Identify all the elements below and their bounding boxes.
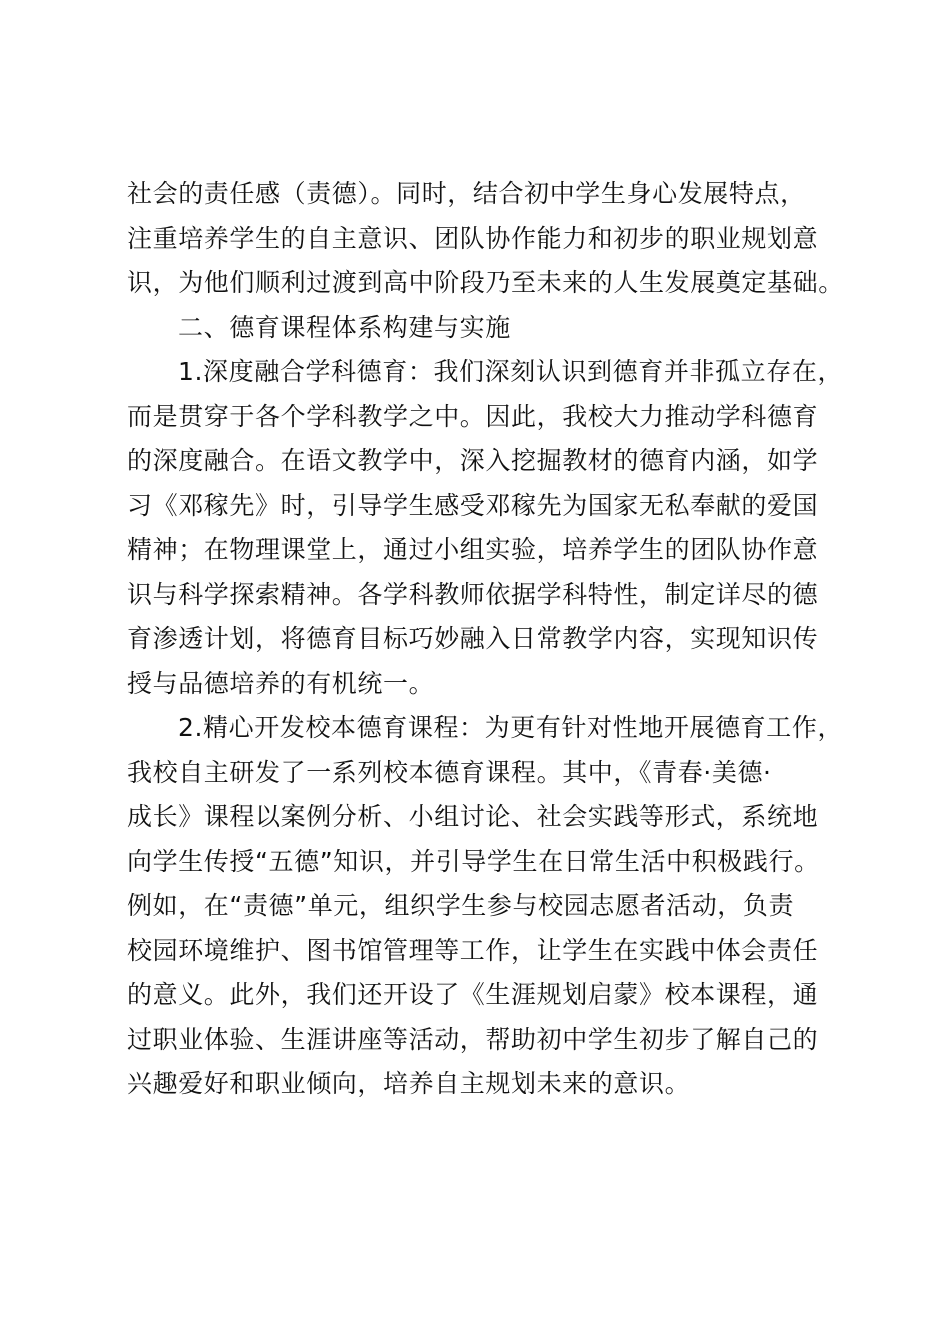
paragraph-first-line: 1.深度融合学科德育：我们深刻认识到德育并非孤立存在， (178, 357, 844, 386)
section-heading: 二、德育课程体系构建与实施 (178, 312, 511, 342)
body-line: 育渗透计划，将德育目标巧妙融入日常教学内容，实现知识传 (127, 624, 819, 653)
body-line: 校园环境维护、图书馆管理等工作，让学生在实践中体会责任 (127, 935, 819, 965)
body-line: 例如，在“责德”单元，组织学生参与校园志愿者活动，负责 (127, 891, 795, 920)
body-line: 注重培养学生的自主意识、团队协作能力和初步的职业规划意 (127, 223, 819, 253)
body-line: 识与科学探索精神。各学科教师依据学科特性，制定详尽的德 (127, 579, 819, 609)
body-line: 识，为他们顺利过渡到高中阶段乃至未来的人生发展奠定基础。 (127, 268, 844, 297)
body-line: 授与品德培养的有机统一。 (127, 668, 435, 698)
body-line: 我校自主研发了一系列校本德育课程。其中，《青春·美德· (127, 757, 772, 787)
body-line: 向学生传授“五德”知识，并引导学生在日常生活中积极践行。 (127, 846, 820, 876)
body-line: 成长》课程以案例分析、小组讨论、社会实践等形式，系统地 (127, 802, 819, 831)
document-body (127, 172, 857, 1107)
body-line: 兴趣爱好和职业倾向，培养自主规划未来的意识。 (127, 1069, 691, 1098)
body-line: 的意义。此外，我们还开设了《生涯规划启蒙》校本课程，通 (127, 980, 819, 1009)
paragraph-first-line: 2.精心开发校本德育课程：为更有针对性地开展德育工作， (178, 713, 844, 742)
body-line: 社会的责任感（责德）。同时，结合初中学生身心发展特点， (127, 179, 806, 208)
body-line: 习《邓稼先》时，引导学生感受邓稼先为国家无私奉献的爱国 (127, 490, 819, 520)
body-line: 而是贯穿于各个学科教学之中。因此，我校大力推动学科德育 (127, 401, 819, 431)
body-line: 过职业体验、生涯讲座等活动，帮助初中学生初步了解自己的 (127, 1024, 819, 1054)
body-line: 精神；在物理课堂上，通过小组实验，培养学生的团队协作意 (127, 535, 819, 564)
body-line: 的深度融合。在语文教学中，深入挖掘教材的德育内涵，如学 (127, 446, 819, 475)
